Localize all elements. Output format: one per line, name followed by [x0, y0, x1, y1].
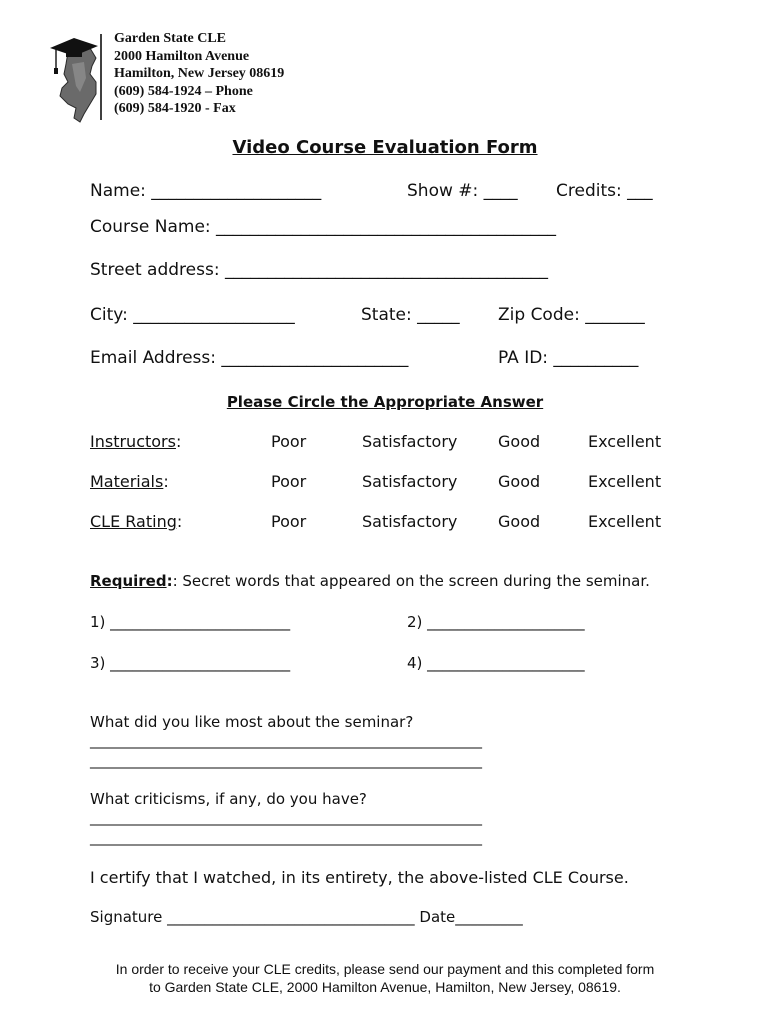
garden-state-cle-logo: [46, 34, 102, 126]
name-field[interactable]: Name: ____________________: [90, 181, 322, 201]
option-good[interactable]: Good: [498, 512, 541, 531]
secret-word-4-field[interactable]: 4) _____________________: [407, 654, 585, 672]
org-fax: (609) 584-1920 - Fax: [114, 101, 236, 116]
street-address-field[interactable]: Street address: ______________________________________: [90, 260, 548, 280]
question-like-most: What did you like most about the seminar?: [90, 713, 414, 731]
org-address: 2000 Hamilton Avenue: [114, 48, 250, 64]
option-good[interactable]: Good: [498, 472, 541, 491]
option-excellent[interactable]: Excellent: [588, 472, 662, 491]
required-text: : Secret words that appeared on the screen during the seminar.: [172, 572, 650, 590]
option-satisfactory[interactable]: Satisfactory: [362, 472, 458, 491]
org-name: Garden State CLE: [114, 31, 226, 46]
answer-line[interactable]: ________________________________________________________: [90, 733, 482, 749]
required-label: Required: [90, 572, 167, 590]
zip-code-field[interactable]: Zip Code: _______: [498, 305, 645, 325]
pa-id-field[interactable]: PA ID: __________: [498, 348, 639, 368]
certify-statement: I certify that I watched, in its entirety, the above-listed CLE Course.: [90, 868, 629, 887]
rating-label: Instructors: [90, 432, 176, 451]
answer-line[interactable]: ________________________________________________________: [90, 753, 482, 769]
secret-word-3-field[interactable]: 3) ________________________: [90, 654, 291, 672]
option-satisfactory[interactable]: Satisfactory: [362, 512, 458, 531]
option-good[interactable]: Good: [498, 432, 541, 451]
footer-line-2: to Garden State CLE, 2000 Hamilton Avenue, Hamilton, New Jersey, 08619.: [149, 979, 621, 995]
rating-label: Materials: [90, 472, 164, 491]
required-note: Required:: Secret words that appeared on the screen during the seminar.: [90, 572, 650, 590]
email-address-field[interactable]: Email Address: ______________________: [90, 348, 409, 368]
option-poor[interactable]: Poor: [271, 512, 307, 531]
option-poor[interactable]: Poor: [271, 472, 307, 491]
secret-word-2-field[interactable]: 2) _____________________: [407, 613, 585, 631]
org-phone: (609) 584-1924 – Phone: [114, 83, 253, 99]
show-number-field[interactable]: Show #: ____: [407, 181, 518, 201]
page-title: Video Course Evaluation Form: [232, 137, 538, 158]
option-excellent[interactable]: Excellent: [588, 432, 662, 451]
city-field[interactable]: City: ___________________: [90, 305, 295, 325]
state-field[interactable]: State: _____: [361, 305, 460, 325]
course-name-field[interactable]: Course Name: ________________________________________: [90, 217, 557, 237]
signature-date-line[interactable]: Signature _________________________________ Date_________: [90, 908, 523, 926]
option-poor[interactable]: Poor: [271, 432, 307, 451]
header-block: [114, 30, 284, 118]
org-city: Hamilton, New Jersey 08619: [114, 66, 285, 81]
rating-label: CLE Rating: [90, 512, 177, 531]
rating-instructions: Please Circle the Appropriate Answer: [226, 393, 544, 411]
footer-line-1: In order to receive your CLE credits, please send our payment and this completed form: [115, 961, 655, 977]
credits-field[interactable]: Credits: ___: [556, 181, 653, 201]
answer-line[interactable]: ________________________________________________________: [90, 830, 482, 846]
answer-line[interactable]: ________________________________________________________: [90, 810, 482, 826]
option-satisfactory[interactable]: Satisfactory: [362, 432, 458, 451]
secret-word-1-field[interactable]: 1) ________________________: [90, 613, 291, 631]
question-criticisms: What criticisms, if any, do you have?: [90, 790, 367, 808]
option-excellent[interactable]: Excellent: [588, 512, 662, 531]
